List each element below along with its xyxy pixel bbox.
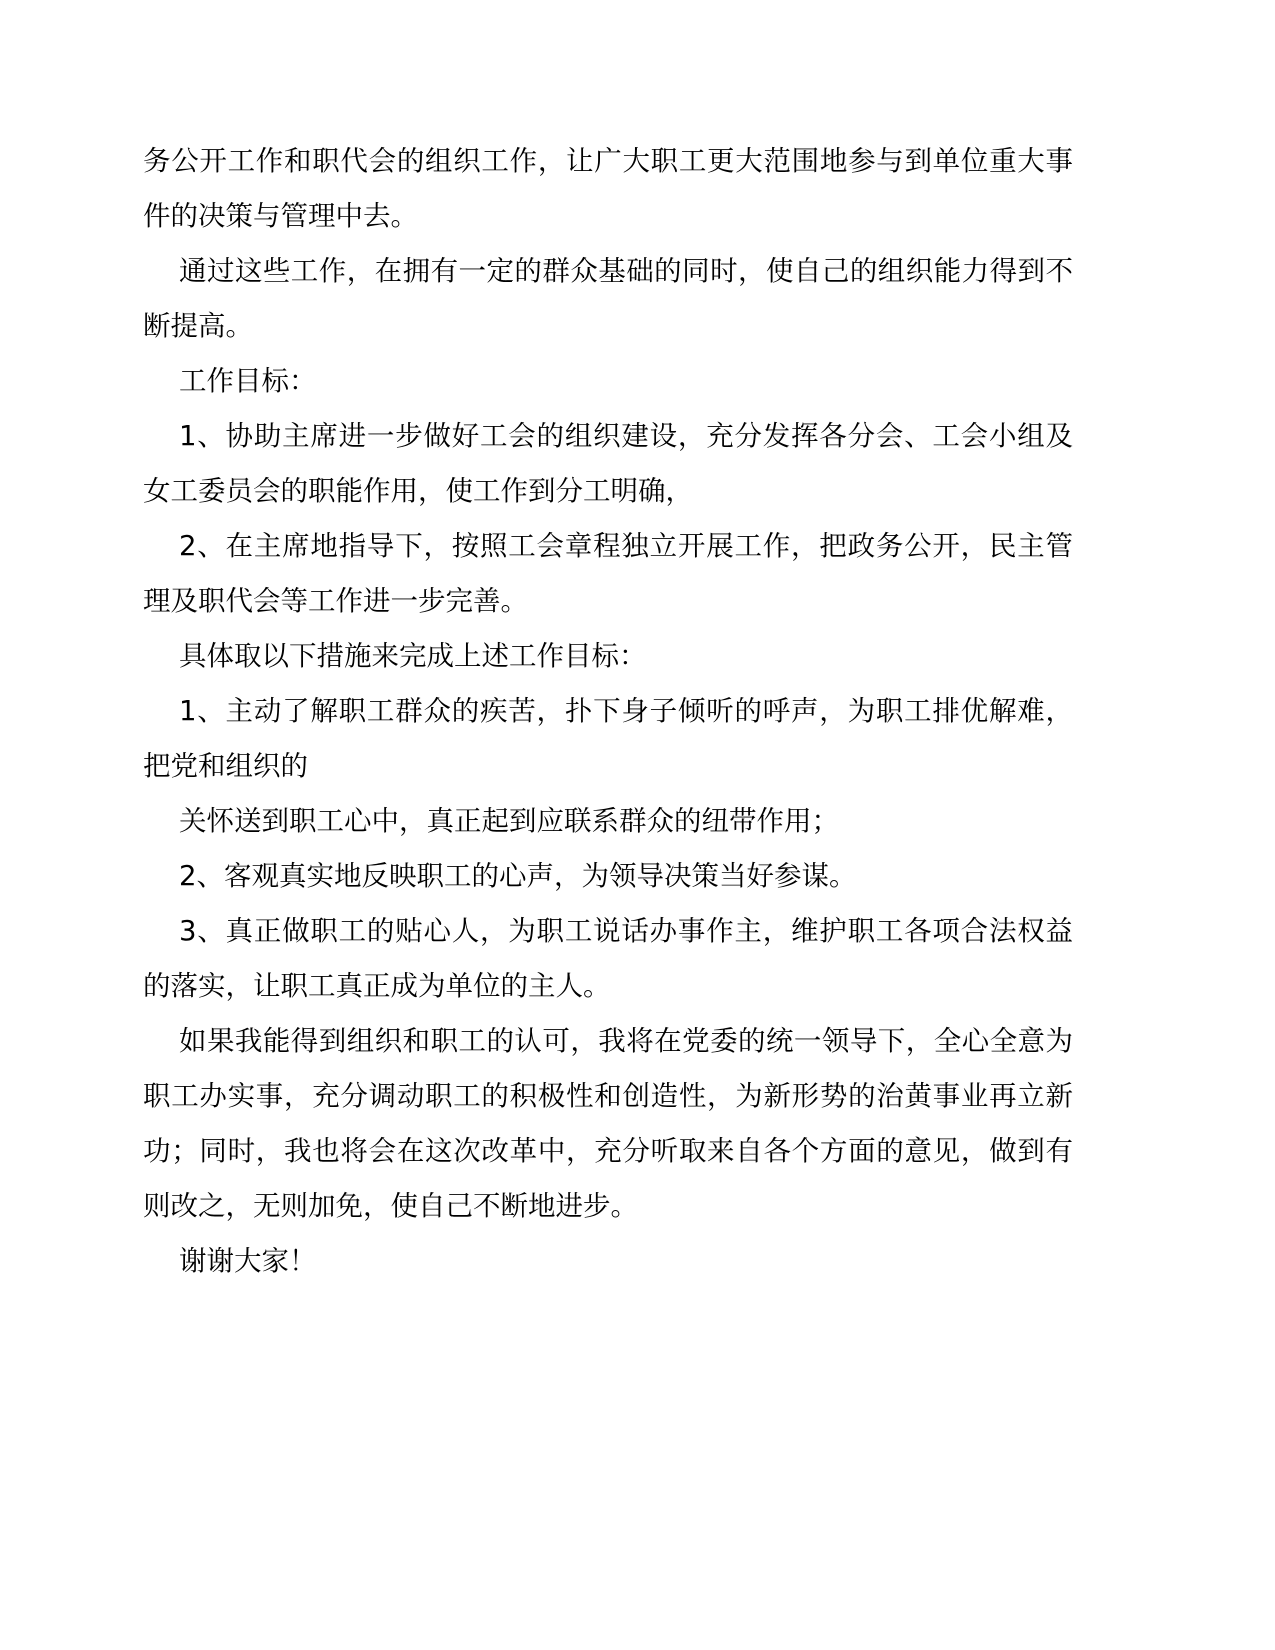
paragraph-measures-heading: 具体取以下措施来完成上述工作目标： [179, 640, 647, 672]
paragraph-measure-1-cont: 关怀送到职工心中，真正起到应联系群众的纽带作用； [179, 805, 839, 837]
paragraph-1: 务公开工作和职代会的组织工作，让广大职工更大范围地参与到单位重大事件的决策与管理中去。 [143, 145, 1073, 232]
paragraph-measure-1: 1、主动了解职工群众的疾苦，扑下身子倾听的呼声，为职工排优解难，把党和组织的 [143, 695, 1073, 782]
paragraph-2: 通过这些工作，在拥有一定的群众基础的同时，使自己的组织能力得到不断提高。 [143, 255, 1073, 342]
paragraph-measure-3: 3、真正做职工的贴心人，为职工说话办事作主，维护职工各项合法权益的落实，让职工真正成为单位的主人。 [143, 915, 1073, 1002]
paragraph-measure-2: 2、客观真实地反映职工的心声，为领导决策当好参谋。 [179, 860, 857, 892]
paragraph-closing: 谢谢大家！ [179, 1245, 317, 1277]
paragraph-goal-2: 2、在主席地指导下，按照工会章程独立开展工作，把政务公开，民主管理及职代会等工作进一步完善。 [143, 530, 1073, 617]
paragraph-goals-heading: 工作目标： [179, 365, 317, 397]
paragraph-goal-1: 1、协助主席进一步做好工会的组织建设，充分发挥各分会、工会小组及女工委员会的职能作用，使工作到分工明确， [143, 420, 1073, 507]
paragraph-pledge: 如果我能得到组织和职工的认可，我将在党委的统一领导下，全心全意为职工办实事，充分调动职工的积极性和创造性，为新形势的治黄事业再立新功；同时，我也将会在这次改革中，充分听取来自各个方面的意见，做到有则改之，无则加免，使自己不断地进步。 [143, 1025, 1073, 1222]
document-body [143, 134, 1073, 1289]
